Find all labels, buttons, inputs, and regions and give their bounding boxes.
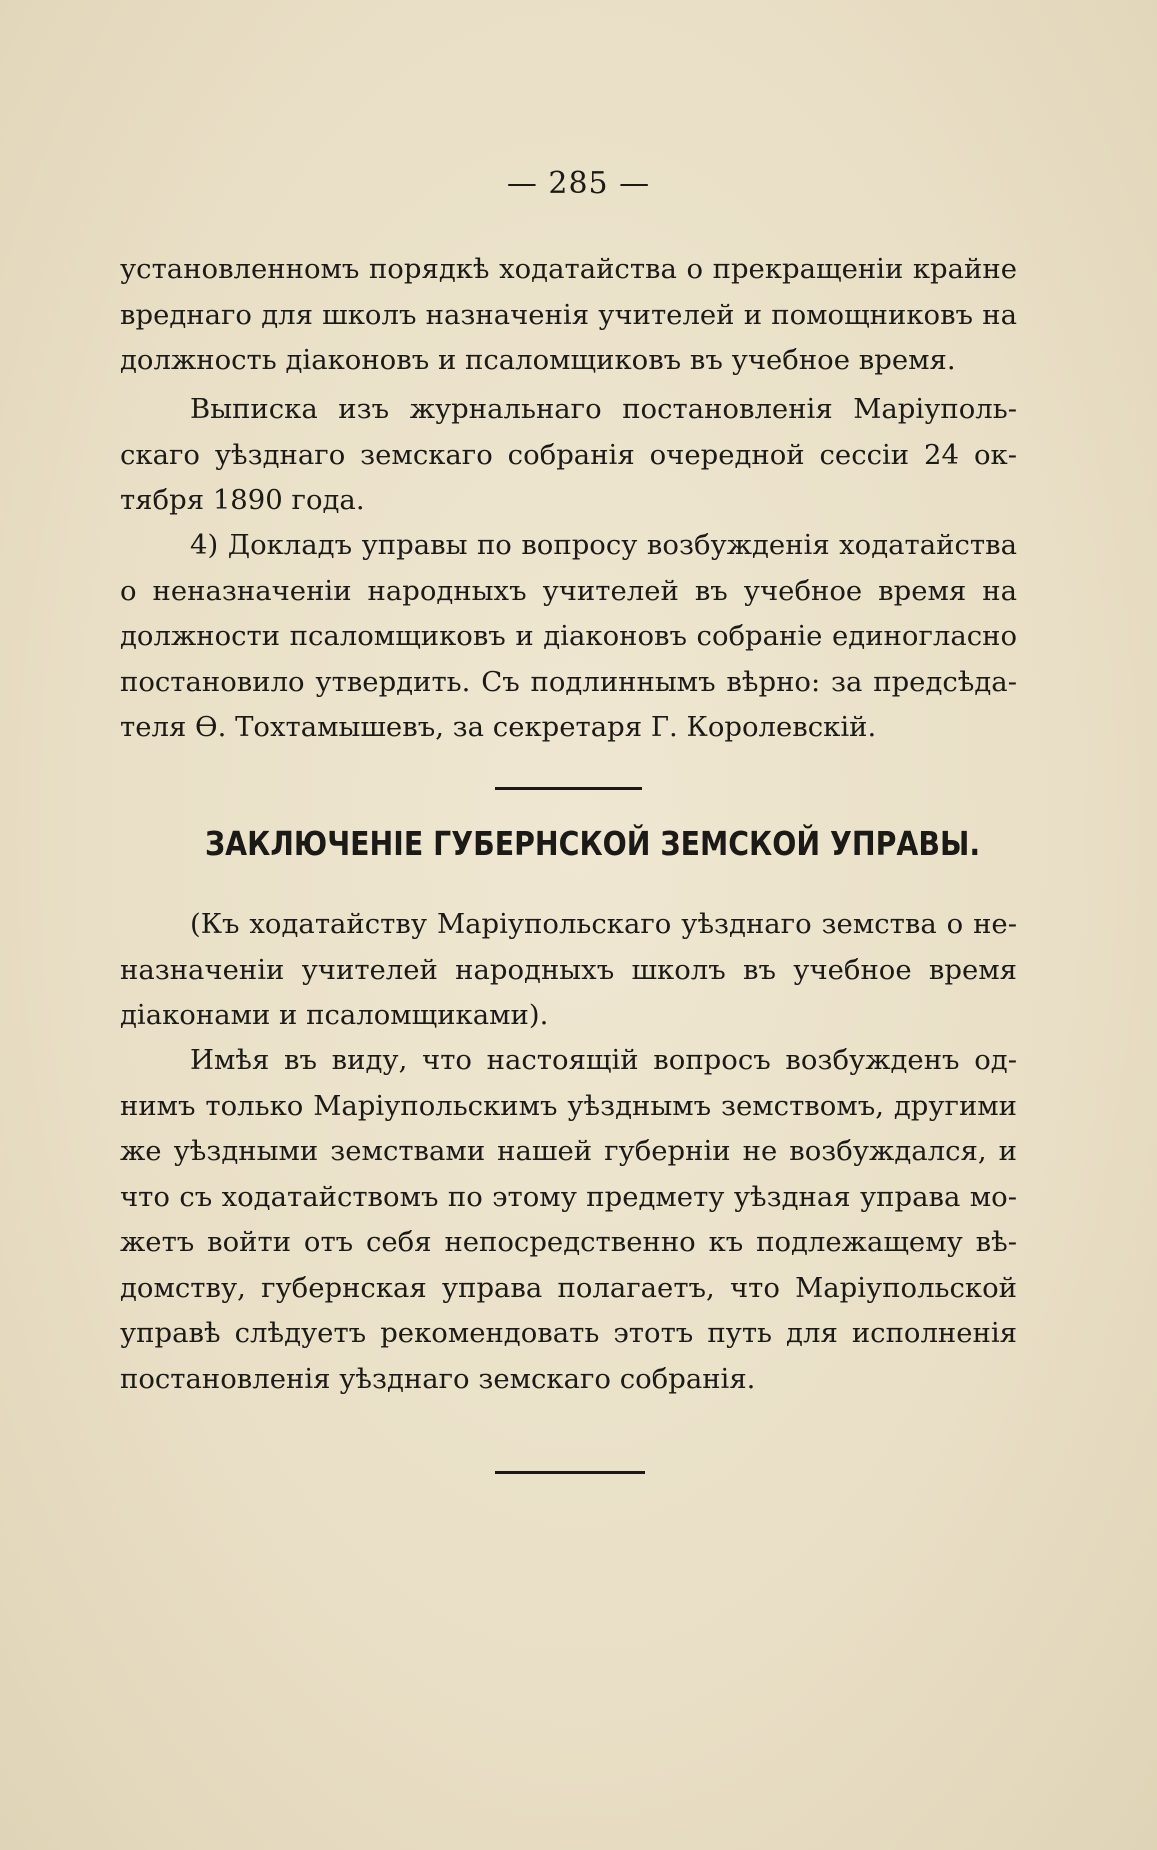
text-line: скаго уѣзднаго земскаго собранія очередной сессіи 24 ок- [120,438,1017,471]
paragraph-subtitle [120,902,1017,1039]
text-line: вреднаго для школъ назначенія учителей и помощниковъ на [120,298,1017,331]
text-line: жетъ войти отъ себя непосредственно къ подлежащему вѣ- [120,1226,1017,1258]
text-line: что съ ходатайствомъ по этому предмету уѣздная управа мо- [120,1180,1017,1213]
text-line: постановленія уѣзднаго земскаго собранія. [120,1362,756,1395]
page-number: — 285 — [506,166,651,201]
text-line: Выписка изъ журнальнаго постановленія Маріуполь- [190,393,1017,425]
paragraph-petition-continuation [120,247,1017,384]
paragraph-report-item-4 [120,523,1017,751]
text-line: должность діаконовъ и псаломщиковъ въ учебное время. [120,344,956,376]
text-line: назначеніи учителей народныхъ школъ въ учебное время [120,953,1017,986]
text-line: (Къ ходатайству Маріупольскаго уѣзднаго земства о не- [190,908,1017,940]
text-line: 4) Докладъ управы по вопросу возбужденія ходатайства [190,529,1017,561]
text-line: домству, губернская управа полагаетъ, что Маріупольской [120,1271,1017,1304]
section-heading: ЗАКЛЮЧЕНІЕ ГУБЕРНСКОЙ ЗЕМСКОЙ УПРАВЫ. [205,824,981,863]
text-line: же уѣздными земствами нашей губерніи не возбуждался, и [120,1135,1017,1167]
text-line: установленномъ порядкѣ ходатайства о прекращеніи крайне [120,253,1017,285]
text-line: о неназначеніи народныхъ учителей въ учебное время на [120,574,1017,607]
text-line: теля Ѳ. Тохтамышевъ, за секретаря Г. Королевскій. [120,711,877,743]
text-line: постановило утвердить. Съ подлиннымъ вѣрно: за предсѣда- [120,665,1017,698]
end-divider [495,1471,645,1474]
text-line: Имѣя въ виду, что настоящій вопросъ возбужденъ од- [190,1044,1017,1076]
section-divider [495,787,642,790]
paragraph-conclusion [120,1038,1017,1402]
text-line: должности псаломщиковъ и діаконовъ собраніе единогласно [120,620,1017,652]
paragraph-excerpt-title [120,387,1017,524]
text-line: тября 1890 года. [120,484,365,516]
text-line: управѣ слѣдуетъ рекомендовать этотъ путь для исполненія [120,1317,1017,1349]
text-line: нимъ только Маріупольскимъ уѣзднымъ земствомъ, другими [120,1089,1017,1122]
text-line: діаконами и псаломщиками). [120,999,549,1031]
